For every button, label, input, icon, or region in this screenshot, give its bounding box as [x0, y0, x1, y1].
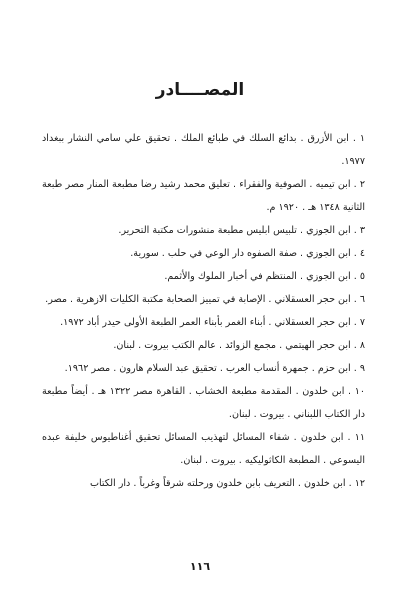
reference-item: ٥ . ابن الجوزي . المنتظم في أخبار الملوك والأثمم. [164, 271, 365, 282]
references-list [42, 127, 365, 495]
reference-item: ٧ . ابن حجر العسقلاني . أبناء الغمر بأبناء العمر الطبعة الأولى حيدر أباد ١٩٧٢. [60, 317, 365, 328]
reference-item: ٢ . ابن تيميه . الصوفية والفقراء . تعليق محمد رشيد رضا مطبعة المنار مصر طبعة الثانية ١٣٤٨ هـ . ١٩٢٠ م. [42, 179, 365, 213]
reference-item: ٨ . ابن حجر الهيتمي . مجمع الزوائد . عالم الكتب بيروت . لبنان. [113, 340, 365, 351]
page-number: ١١٦ [189, 560, 211, 573]
reference-item: ٦ . ابن حجر العسقلاني . الإصابة في تمييز الصحابة مكتبة الكليات الازهرية . مصر. [45, 294, 365, 305]
reference-item: ١٠ . ابن خلدون . المقدمة مطبعة الخشاب . القاهرة مصر ١٣٢٢ هـ . أيضاً مطبعة دار الكتاب اللبناني . بيروت . لبنان. [42, 386, 365, 420]
reference-item: ١١ . ابن خلدون . شفاء المسائل لتهذيب المسائل تحقيق أغناطيوس خليفة عبده اليسوعي . المطبعة الكاثوليكيه . بيروت . لبنان. [42, 432, 365, 466]
reference-item: ٤ . ابن الجوزي . صفة الصفوه دار الوعي في حلب . سورية. [130, 248, 365, 259]
reference-item: ٩ . ابن حزم . جمهرة أنساب العرب . تحقيق عبد السلام هارون . مصر ١٩٦٢. [64, 363, 365, 374]
reference-item: ١ . ابن الأزرق . بدائع السلك في طبائع الملك . تحقيق علي سامي النشار ببغداد ١٩٧٧. [42, 133, 365, 167]
page-title: المصــــادر [155, 80, 245, 100]
reference-item: ١٢ . ابن خلدون . التعريف بابن خلدون ورحلته شرقاً وغرباً . دار الكتاب [89, 478, 365, 489]
reference-item: ٣ . ابن الجوزي . تلبيس ابليس مطبعة منشورات مكتبة التحرير. [118, 225, 365, 236]
